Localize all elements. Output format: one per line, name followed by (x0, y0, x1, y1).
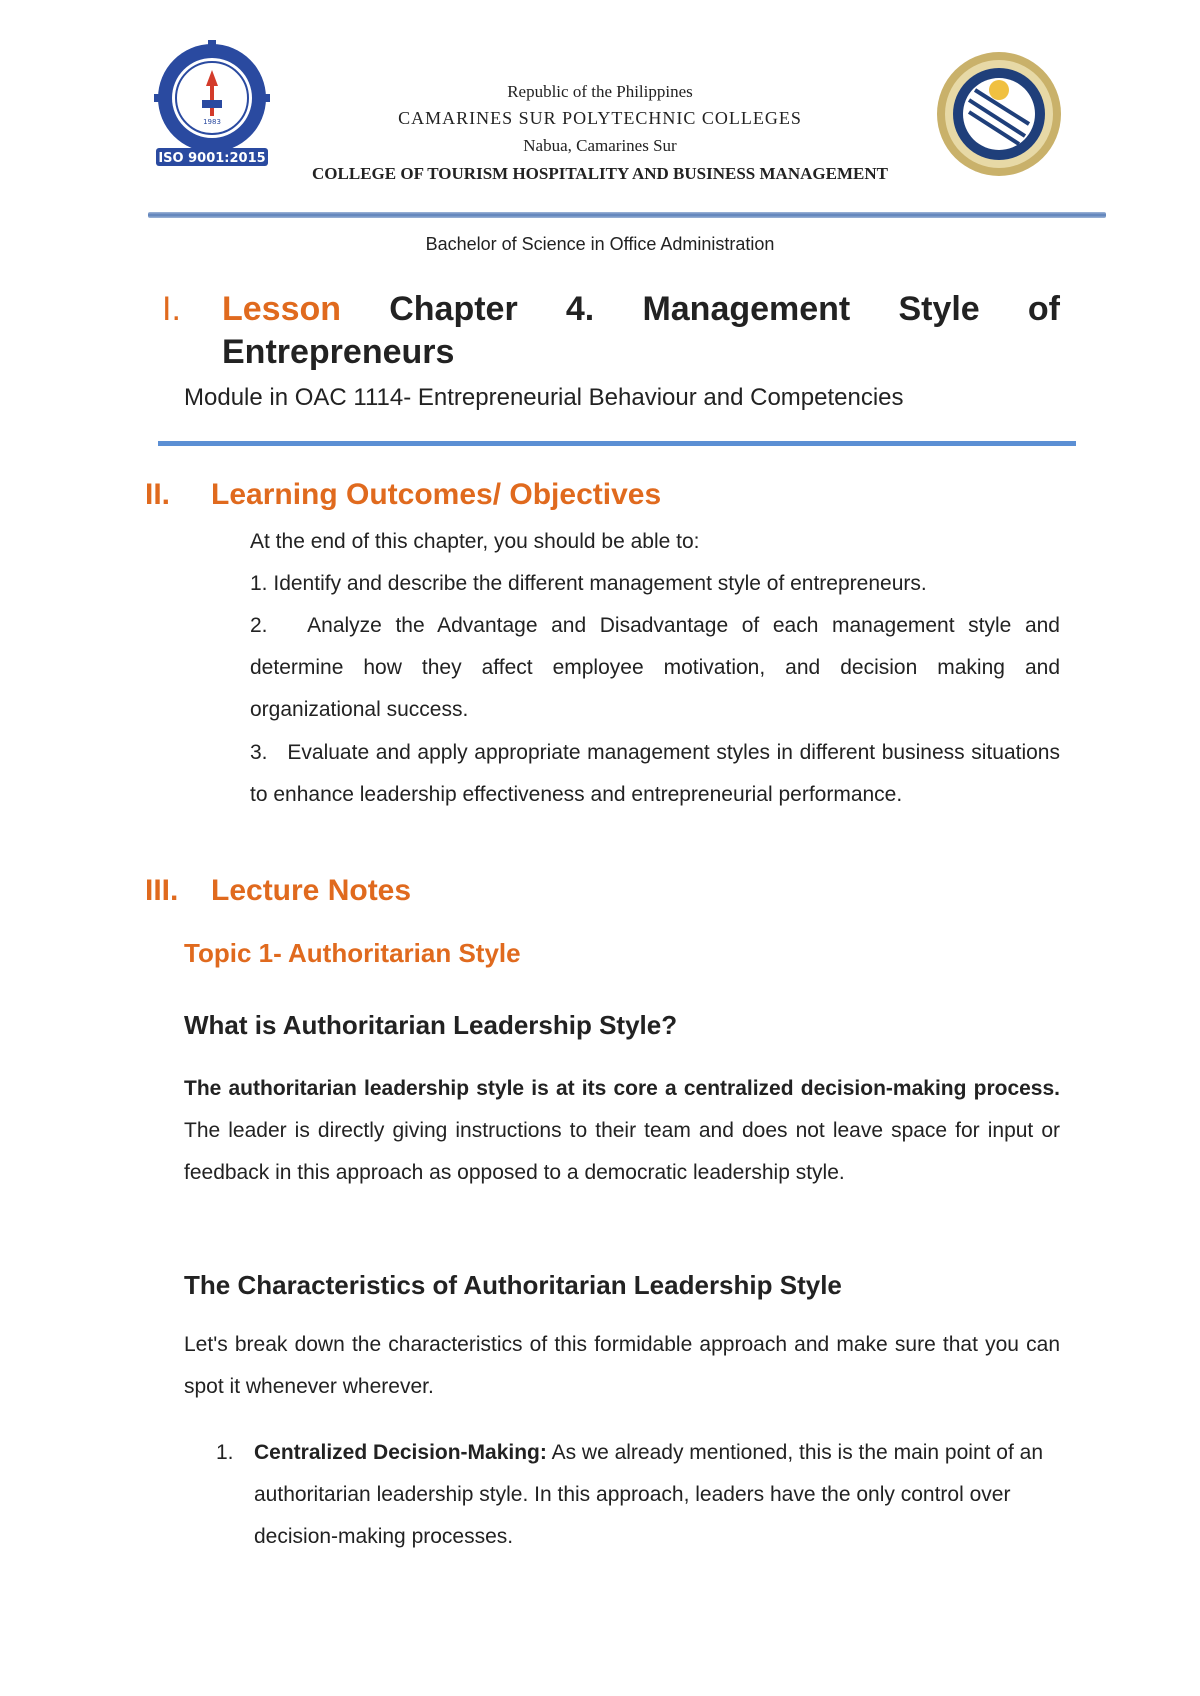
subheading-characteristics: The Characteristics of Authoritarian Leadership Style (184, 1270, 842, 1300)
objective-item (250, 605, 1060, 731)
topic-heading: Topic 1- Authoritarian Style (184, 938, 521, 968)
objective-number: 2. (250, 614, 268, 637)
header-divider (148, 212, 1106, 218)
seal-year: 1983 (203, 118, 221, 126)
objective-text: Evaluate and apply appropriate management styles in different business situations to enhance leadership effectiveness and entrepreneurial performance. (250, 741, 1060, 806)
title-word: Management (642, 290, 851, 328)
title-word: of (1027, 290, 1060, 328)
title-word: Chapter (389, 290, 518, 328)
section-numeral: III. (145, 874, 179, 907)
objective-number: 1. (250, 572, 268, 595)
section-heading-lecture-notes (145, 874, 411, 908)
header-republic: Republic of the Philippines (507, 82, 693, 101)
objective-item (250, 563, 1060, 605)
iso-badge: ISO 9001:2015 (158, 151, 266, 166)
module-subtitle: Module in OAC 1114- Entrepreneurial Behaviour and Competencies (184, 384, 904, 411)
objective-text: Analyze the Advantage and Disadvantage of each management style and determine how they affect employee motivation, and decision making and organizational success. (250, 614, 1060, 721)
title-numeral: I. (162, 290, 181, 328)
header-location: Nabua, Camarines Sur (523, 136, 677, 155)
header-school: CAMARINES SUR POLYTECHNIC COLLEGES (398, 108, 802, 128)
header-college: COLLEGE OF TOURISM HOSPITALITY AND BUSINESS MANAGEMENT (312, 164, 888, 183)
title-word: Style (898, 290, 980, 328)
objective-number: 3. (250, 741, 268, 764)
subheading-what-is: What is Authoritarian Leadership Style? (184, 1010, 678, 1040)
header-program: Bachelor of Science in Office Administration (425, 234, 775, 254)
section-heading-objectives (145, 478, 661, 512)
objective-text: Identify and describe the different management style of entrepreneurs. (273, 572, 927, 595)
section-title: Lecture Notes (211, 874, 412, 907)
list-item-term: Centralized Decision-Making: (254, 1441, 547, 1464)
objective-item (250, 732, 1060, 816)
section-numeral: II. (145, 478, 171, 511)
definition-bold: The authoritarian leadership style is at its core a centralized decision-making process. (184, 1077, 1060, 1100)
section-title: Learning Outcomes/ Objectives (211, 478, 662, 511)
lesson-title (162, 290, 1060, 372)
definition-rest: The leader is directly giving instructions to their team and does not leave space for input or feedback in this approach as opposed to a democratic leadership style. (184, 1119, 1060, 1184)
title-lesson-word: Lesson (222, 290, 342, 328)
definition-paragraph (184, 1068, 1060, 1194)
objectives-intro: At the end of this chapter, you should be able to: (250, 530, 700, 553)
list-item-text: As we already mentioned, this is the main point of an authoritarian leadership style. In this approach, leaders have the only control over decision-making processes. (254, 1441, 1044, 1548)
list-number: 1. (216, 1441, 234, 1464)
characteristics-intro: Let's break down the characteristics of this formidable approach and make sure that you can spot it whenever wherever. (184, 1333, 1060, 1398)
title-word: 4. (565, 290, 595, 328)
title-line2: Entrepreneurs (222, 333, 455, 371)
title-divider (158, 441, 1076, 446)
list-item (216, 1432, 1060, 1558)
